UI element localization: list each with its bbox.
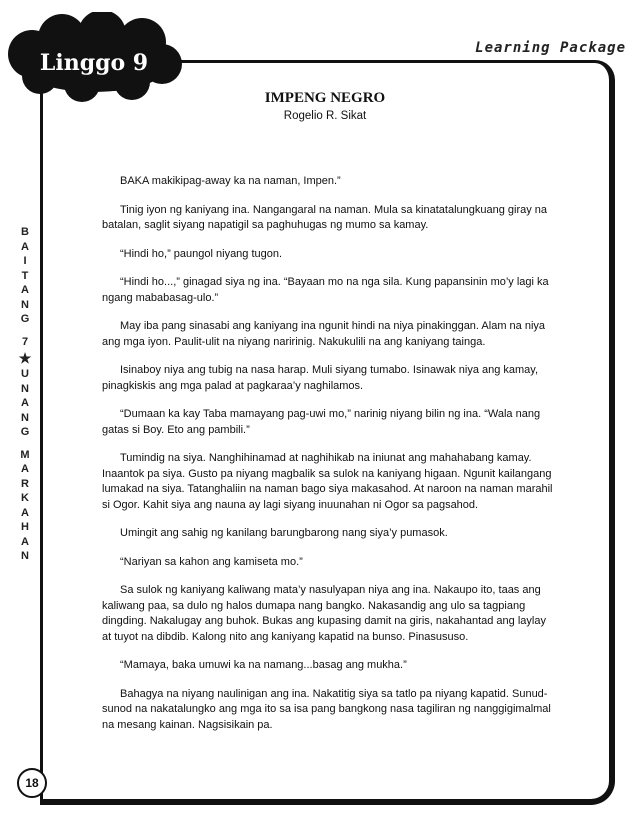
side-letter: M	[20, 448, 30, 461]
paragraph: “Hindi ho,” paungol niyang tugon.	[120, 247, 283, 260]
side-letter: A	[21, 506, 29, 519]
paragraph: “Mamaya, baka umuwi ka na namang...basag ang mukha.”	[120, 659, 407, 671]
week-title: Linggo 9	[39, 50, 149, 76]
side-gap	[18, 327, 32, 335]
page-number: 18	[17, 768, 47, 798]
side-gap	[18, 440, 32, 448]
paragraph: “Hindi ho...,” ginagad siya ng ina. “Bayaan mo na nga sila. Kung papansinin mo’y lagi ka ngang mababasag-ulo.”	[102, 276, 549, 304]
paragraph: BAKA makikipag-away ka na naman, Impen.”	[120, 175, 341, 187]
side-letter: A	[21, 397, 29, 409]
side-letter: I	[23, 255, 27, 267]
star-icon: ★	[18, 350, 32, 366]
side-letter: N	[21, 411, 29, 424]
learning-package-label: Learning Package	[475, 40, 626, 56]
paragraph: Tinig iyon ng kaniyang ina. Nangangaral na naman. Mula sa kinatatalungkuang giray na batalan, saglit siyang napatigil sa paghuhugas ng mumo sa kamay.	[102, 203, 548, 231]
paragraph: “Dumaan ka kay Taba mamayang pag-uwi mo,” narinig niyang bilin ng ina. “Wala nang gatas si Boy. Eto ang pambili.”	[102, 408, 541, 436]
side-letter: T	[21, 269, 29, 282]
paragraph: Tumindig na siya. Nanghihinamad at naghihikab na iniunat ang mahahabang kamay. Inaantok pa siya. Gusto pa niyang magbalik sa sulok na kaniyang higaan. Ngunit kailangang lumakad na siya. Tatanghaliin na naman bago siya makasahod. At naroon na naman marahil si Ogor. Kahit siya ang nauna ay lagi siyang inuunahan ni Ogor sa pagsahod.	[102, 452, 553, 511]
week-badge	[2, 12, 182, 102]
story-title: IMPENG NEGRO	[264, 90, 386, 106]
side-letter: A	[21, 240, 29, 253]
side-letter: H	[21, 521, 29, 533]
paragraph: Umingit ang sahig ng kanilang barungbarong nang siya’y pumasok.	[120, 527, 448, 539]
side-label	[18, 225, 32, 564]
side-letter: G	[20, 426, 30, 438]
side-letter: A	[21, 535, 29, 548]
paragraph: “Nariyan sa kahon ang kamiseta mo.”	[120, 555, 303, 568]
grade-number: 7	[21, 335, 29, 348]
story-author: Rogelio R. Sikat	[283, 110, 367, 122]
side-letter: N	[21, 550, 29, 562]
paragraph: Bahagya na niyang naulinigan ang ina. Nakatitig siya sa tatlo pa niyang kapatid. Sunud-sunod na nakatalungko ang mga ito sa isa pang bangkong nasa tagiliran ng nanggigimalmal na mesang kainan. Nagsisikain pa.	[102, 687, 551, 731]
side-letter: A	[21, 463, 29, 475]
side-letter: A	[21, 284, 29, 296]
side-letter: B	[21, 226, 29, 238]
side-letter: U	[21, 368, 29, 380]
story-body	[102, 174, 557, 746]
paragraph: Sa sulok ng kaniyang kaliwang mata’y nasulyapan niya ang ina. Nakaupo ito, taas ang kaliwang paa, sa dulo ng halos dumapa nang bangko. Nakasandig ang ulo sa tagpiang dingding. Nakalugay ang buhok. Bukas ang kupasing damit na giris, nakahantad ang laylay at tuyot na dibdib. Kalong nito ang kaniyang kapatid na bunso. Pinasususo.	[102, 584, 546, 643]
side-letter: K	[21, 492, 29, 504]
side-letter: N	[21, 298, 29, 311]
side-letter: R	[21, 477, 29, 490]
paragraph: May iba pang sinasabi ang kaniyang ina ngunit hindi na niya pinakinggan. Alam na niya ang mga iyon. Paulit-ulit na niyang naririnig. Nakukulili na ang kaniyang tainga.	[102, 320, 546, 348]
side-letter: G	[20, 313, 30, 325]
paragraph: Isinaboy niya ang tubig na nasa harap. Muli siyang tumabo. Isinawak niya ang kamay, pinagkiskis ang mga palad at pagkaraa’y naghilamos.	[102, 364, 539, 392]
side-letter: N	[21, 382, 29, 395]
